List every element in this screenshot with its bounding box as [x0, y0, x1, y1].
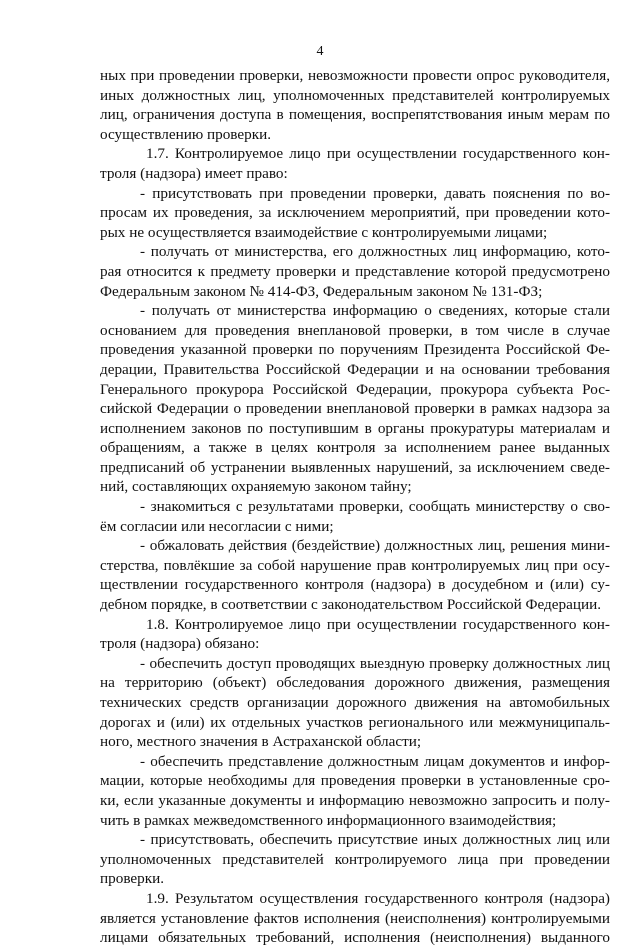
text-line: троля (надзора) обязано:: [100, 635, 260, 653]
text-line: уполномоченных представителей контролируемого лица при проведении: [100, 850, 610, 868]
text-line: - обеспечить представление должностным лицам документов и инфор-: [140, 752, 610, 770]
text-line: ного, местного значения в Астраханской области;: [100, 733, 422, 751]
text-line: Генерального прокурора Российской Федерации, прокурора субъекта Рос-: [100, 380, 610, 398]
text-line: чить в рамках межведомственного информационного взаимодействия;: [100, 811, 557, 829]
text-line: Федеральным законом № 414-ФЗ, Федеральным законом № 131-ФЗ;: [100, 282, 543, 300]
text-line: дебном порядке, в соответствии с законодательством Российской Федерации.: [100, 596, 602, 614]
text-line: сийской Федерации о проведении внеплановой проверки в рамках надзора за: [100, 400, 610, 418]
text-line: - получать от министерства информацию о сведениях, которые стали: [140, 302, 610, 320]
text-line: 1.7. Контролируемое лицо при осуществлении государственного кон-: [146, 145, 610, 163]
document-body: [100, 66, 610, 948]
text-line: просам их проведения, за исключением мероприятий, при проведении кото-: [100, 204, 610, 222]
text-line: - получать от министерства, его должностных лиц информацию, кото-: [140, 243, 610, 261]
text-line: ществлении государственного контроля (надзора) в досудебном и (или) су-: [100, 576, 610, 594]
text-line: стерства, повлёкшие за собой нарушение прав контролируемых лиц при осу-: [100, 556, 610, 574]
text-line: иных должностных лиц, уполномоченных представителей контролируемых: [100, 86, 610, 104]
text-line: дорогах и (или) их отдельных участков регионального или межмуниципаль-: [100, 713, 610, 731]
text-line: ний, составляющих охраняемую законом тайну;: [100, 478, 412, 496]
text-line: ных при проведении проверки, невозможности провести опрос руководителя,: [100, 67, 610, 84]
page-number: 4: [316, 44, 324, 59]
text-line: на территорию (объект) обследования дорожного движения, размещения: [100, 674, 610, 692]
text-line: ём согласии или несогласии с ними;: [100, 517, 334, 535]
text-line: обращениям, а также в целях контроля за исполнением ранее выданных: [100, 439, 610, 457]
text-line: мации, которые необходимы для проведения проверки в установленные сро-: [100, 772, 610, 790]
text-line: - знакомиться с результатами проверки, сообщать министерству о сво-: [140, 498, 610, 516]
text-line: осуществлению проверки.: [100, 125, 272, 143]
text-line: проведения указанной проверки по поручениям Президента Российской Фе-: [100, 341, 610, 359]
text-line: - обжаловать действия (бездействие) должностных лиц, решения мини-: [140, 537, 610, 555]
text-line: рых не осуществляется взаимодействие с контролируемыми лицами;: [100, 223, 548, 241]
text-line: - присутствовать, обеспечить присутствие иных должностных лиц или: [140, 831, 610, 849]
text-line: технических средств организации дорожного движения на автомобильных: [100, 694, 610, 711]
text-line: дерации, Правительства Российской Федерации и на основании требования: [100, 360, 610, 378]
text-line: 1.8. Контролируемое лицо при осуществлении государственного кон-: [146, 615, 610, 633]
text-line: лиц, ограничения доступа в помещения, воспрепятствования иным мерам по: [100, 106, 610, 124]
text-line: является установление фактов исполнения (неисполнения) контролируемыми: [100, 909, 610, 927]
text-line: троля (надзора) имеет право:: [100, 164, 288, 182]
text-line: исполнением законов по поступившим в органы прокуратуры материалам и: [100, 419, 610, 437]
text-line: проверки.: [100, 870, 165, 888]
text-line: лицами обязательных требований, исполнения (неисполнения) выданного: [100, 929, 610, 947]
text-line: ки, если указанные документы и информацию невозможно запросить и полу-: [100, 791, 610, 809]
text-line: - присутствовать при проведении проверки, давать пояснения по во-: [140, 184, 610, 202]
text-line: - обеспечить доступ проводящих выездную проверку должностных лиц: [140, 654, 610, 672]
text-line: основанием для проведения внеплановой проверки, в том числе в случае: [100, 321, 610, 339]
text-line: рая относится к предмету проверки и представление которой предусмотрено: [100, 262, 610, 280]
text-line: предписаний об устранении выявленных нарушений, за исключением сведе-: [100, 458, 610, 476]
text-line: 1.9. Результатом осуществления государственного контроля (надзора): [146, 889, 610, 907]
